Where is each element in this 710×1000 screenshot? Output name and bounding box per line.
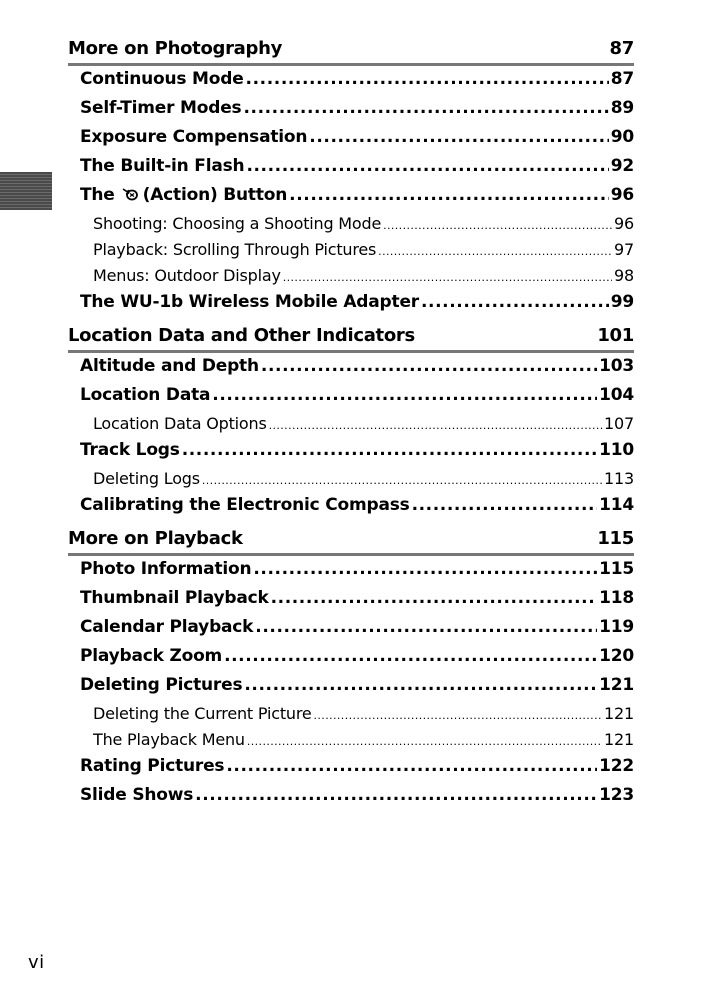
dot-leader	[309, 127, 608, 147]
entry-title: Track Logs	[80, 440, 180, 460]
section-title: More on Photography	[68, 38, 283, 59]
entry-title: The Built-in Flash	[80, 156, 245, 176]
section-title: More on Playback	[68, 528, 243, 549]
entry-page: 114	[599, 495, 634, 515]
entry-page: 104	[599, 385, 634, 405]
dot-leader	[383, 214, 612, 233]
toc-subentry[interactable]	[68, 704, 634, 730]
section-heading[interactable]	[68, 321, 634, 353]
toc-subentry[interactable]	[68, 240, 634, 266]
entry-title: Playback: Scrolling Through Pictures	[93, 240, 377, 259]
entry-title: Deleting the Current Picture	[93, 704, 312, 723]
dot-leader	[226, 756, 597, 776]
section-page: 101	[597, 325, 634, 346]
entry-title: Menus: Outdoor Display	[93, 266, 281, 285]
dot-leader	[244, 675, 597, 695]
entry-page: 107	[604, 414, 634, 433]
dot-leader	[195, 785, 597, 805]
entry-page: 113	[604, 469, 634, 488]
toc-section-more-on-playback	[68, 524, 634, 814]
entry-page: 90	[610, 127, 634, 147]
dot-leader	[224, 646, 597, 666]
dot-leader	[289, 185, 609, 205]
entry-page: 99	[610, 292, 634, 312]
toc-entry[interactable]	[68, 385, 634, 414]
entry-page: 121	[599, 675, 634, 695]
chapter-tab-marker	[0, 172, 52, 210]
entry-title: Thumbnail Playback	[80, 588, 269, 608]
entry-title: Deleting Pictures	[80, 675, 243, 695]
dot-leader	[412, 495, 598, 515]
table-of-contents	[68, 0, 634, 814]
entry-page: 92	[610, 156, 634, 176]
entry-page: 123	[599, 785, 634, 805]
entry-title: Continuous Mode	[80, 69, 244, 89]
toc-entry[interactable]	[68, 98, 634, 127]
entry-title-suffix: (Action) Button	[142, 185, 288, 205]
toc-subentry[interactable]	[68, 214, 634, 240]
dot-leader	[243, 98, 608, 118]
entry-title: Altitude and Depth	[80, 356, 259, 376]
entry-page: 119	[599, 617, 634, 637]
toc-section-more-on-photography	[68, 34, 634, 321]
dot-leader	[378, 240, 612, 259]
entry-page: 121	[604, 704, 634, 723]
section-entries	[68, 556, 634, 814]
toc-entry[interactable]	[68, 292, 634, 321]
entry-page: 87	[610, 69, 634, 89]
entry-title: Location Data	[80, 385, 211, 405]
toc-subentry[interactable]	[68, 266, 634, 292]
entry-title: Location Data Options	[93, 414, 267, 433]
dot-leader	[246, 156, 608, 176]
entry-title: Shooting: Choosing a Shooting Mode	[93, 214, 382, 233]
section-page: 115	[597, 528, 634, 549]
entry-page: 96	[614, 214, 634, 233]
entry-title: Exposure Compensation	[80, 127, 308, 147]
entry-title: Self-Timer Modes	[80, 98, 242, 118]
entry-page: 103	[599, 356, 634, 376]
entry-title: Deleting Logs	[93, 469, 200, 488]
entry-page: 118	[599, 588, 634, 608]
entry-page: 98	[614, 266, 634, 285]
toc-entry[interactable]	[68, 646, 634, 675]
toc-entry[interactable]	[68, 69, 634, 98]
toc-entry[interactable]	[68, 440, 634, 469]
toc-entry[interactable]	[68, 156, 634, 185]
entry-page: 96	[610, 185, 634, 205]
toc-entry[interactable]	[68, 675, 634, 704]
entry-title: Playback Zoom	[80, 646, 223, 666]
toc-entry[interactable]	[68, 617, 634, 646]
section-heading[interactable]	[68, 34, 634, 66]
entry-title: Calibrating the Electronic Compass	[80, 495, 410, 515]
toc-entry[interactable]	[68, 356, 634, 385]
toc-entry[interactable]	[68, 495, 634, 524]
toc-subentry[interactable]	[68, 469, 634, 495]
page-number: vi	[28, 952, 45, 973]
dot-leader	[269, 414, 602, 433]
dot-leader	[255, 617, 597, 637]
section-title: Location Data and Other Indicators	[68, 325, 415, 346]
dot-leader	[212, 385, 597, 405]
action-button-icon	[121, 186, 139, 202]
toc-subentry[interactable]	[68, 730, 634, 756]
dot-leader	[421, 292, 609, 312]
entry-title: Rating Pictures	[80, 756, 225, 776]
entry-page: 110	[599, 440, 634, 460]
entry-page: 121	[604, 730, 634, 749]
toc-entry[interactable]	[68, 588, 634, 617]
entry-page: 115	[599, 559, 634, 579]
dot-leader	[182, 440, 597, 460]
entry-page: 122	[599, 756, 634, 776]
entry-title-prefix: The	[80, 185, 115, 205]
entry-title: Slide Shows	[80, 785, 194, 805]
dot-leader	[314, 704, 603, 723]
section-entries	[68, 66, 634, 321]
entry-page: 120	[599, 646, 634, 666]
dot-leader	[246, 69, 609, 89]
entry-title	[80, 185, 287, 205]
entry-title: Photo Information	[80, 559, 252, 579]
dot-leader	[271, 588, 598, 608]
entry-page: 97	[614, 240, 634, 259]
toc-entry[interactable]	[68, 785, 634, 814]
entry-title: The Playback Menu	[93, 730, 245, 749]
dot-leader	[283, 266, 612, 285]
toc-entry[interactable]	[68, 559, 634, 588]
toc-entry[interactable]	[68, 127, 634, 156]
dot-leader	[253, 559, 597, 579]
toc-entry[interactable]	[68, 756, 634, 785]
entry-page: 89	[610, 98, 634, 118]
toc-section-location-data	[68, 321, 634, 524]
dot-leader	[261, 356, 597, 376]
dot-leader	[202, 469, 602, 488]
toc-entry-action-button[interactable]	[68, 185, 634, 214]
entry-title: The WU-1b Wireless Mobile Adapter	[80, 292, 419, 312]
dot-leader	[247, 730, 602, 749]
section-page: 87	[609, 38, 634, 59]
section-entries	[68, 353, 634, 524]
section-heading[interactable]	[68, 524, 634, 556]
toc-subentry[interactable]	[68, 414, 634, 440]
entry-title: Calendar Playback	[80, 617, 254, 637]
